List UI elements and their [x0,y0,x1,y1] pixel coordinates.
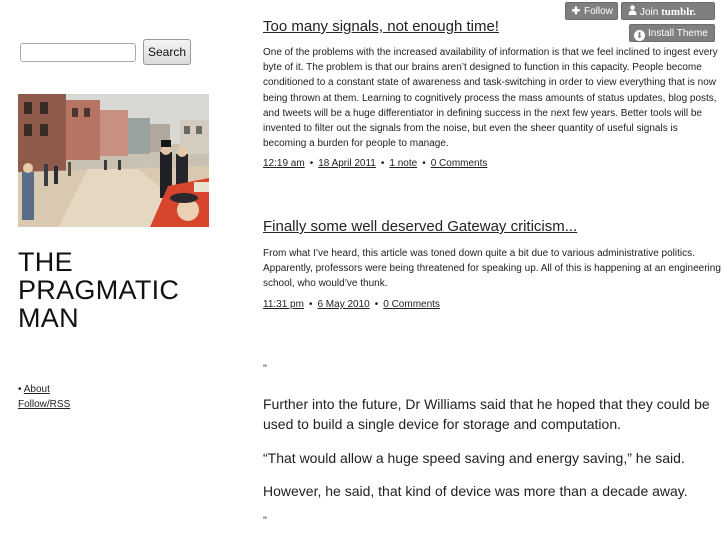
follow-rss-link[interactable]: Follow/RSS [18,399,71,410]
post-date-link[interactable]: 6 May 2010 [317,299,370,310]
meta-separator: • [380,158,385,169]
post-meta [263,158,487,169]
sidebar-link-row [18,397,70,412]
search-input[interactable] [20,43,136,62]
header-painting [18,94,209,227]
quote-paragraph: However, he said, that kind of device was more than a decade away. [263,483,688,499]
post-meta [263,299,440,310]
blog-title[interactable] [18,248,213,332]
install-label: Install Theme [648,28,708,39]
post-permalink-time[interactable]: 11:31 pm [263,299,304,310]
post-body: From what I’ve heard, this article was toned down quite a bit due to various administrative politics. Apparently, professors were being threatened for speaking up. All of this is happening at an engineering school, who would’ve thunk. [263,248,721,290]
meta-separator: • [309,158,314,169]
download-arrow-icon: ⬇ [634,30,645,41]
join-label: Join [640,7,659,18]
sidebar-links [18,382,70,412]
quote-paragraph: Further into the future, Dr Williams said that he hoped that they could be used to build a single device for storage and computation. [263,396,710,432]
search-button[interactable]: Search [143,39,191,65]
follow-label: Follow [584,6,613,17]
plus-icon: ✚ [571,6,581,17]
post [263,18,721,169]
meta-separator: • [422,158,426,169]
quote-close-mark: " [263,515,267,527]
blog-title-line: MAN [18,303,79,333]
post-permalink-time[interactable]: 12:19 am [263,158,305,169]
sidebar-link-row [18,382,70,397]
quote-paragraph: “That would allow a huge speed saving and energy saving,” he said. [263,450,685,466]
post-body: One of the problems with the increased availability of information is that we feel inclined to ingest every byte of it. The problem is that our brains aren’t designed to function in this capacity. People become conditioned to a constant state of awareness and task-switching in order to view everything that is now being thrown at them. Learning to cognitively process the mass amounts of status updates, blog posts, and tweets will be a huge differentiator in defining success in the next few years. Better tools will be invented to filter out the signals from the noise, but even the sheer quantity of useful signals is becoming a burden for people to manage. [263,47,718,150]
post-title-link[interactable]: Too many signals, not enough time! [263,18,499,35]
post [263,218,721,310]
post-date-link[interactable]: 18 April 2011 [318,158,376,169]
tumblr-brand: tumblr. [661,6,696,18]
post-notes-link[interactable]: 1 note [389,158,418,169]
post-title-link[interactable]: Finally some well deserved Gateway criticism... [263,218,578,235]
search-form [20,39,195,65]
post-comments-link[interactable]: 0 Comments [430,158,488,169]
bullet: • [18,384,22,395]
blog-title-line: PRAGMATIC [18,275,180,305]
quote-open-mark: " [263,363,267,375]
blog-title-line: THE [18,247,73,277]
meta-separator: • [374,299,379,310]
post-comments-link[interactable]: 0 Comments [383,299,440,310]
meta-separator: • [308,299,313,310]
about-link[interactable]: About [23,384,50,395]
